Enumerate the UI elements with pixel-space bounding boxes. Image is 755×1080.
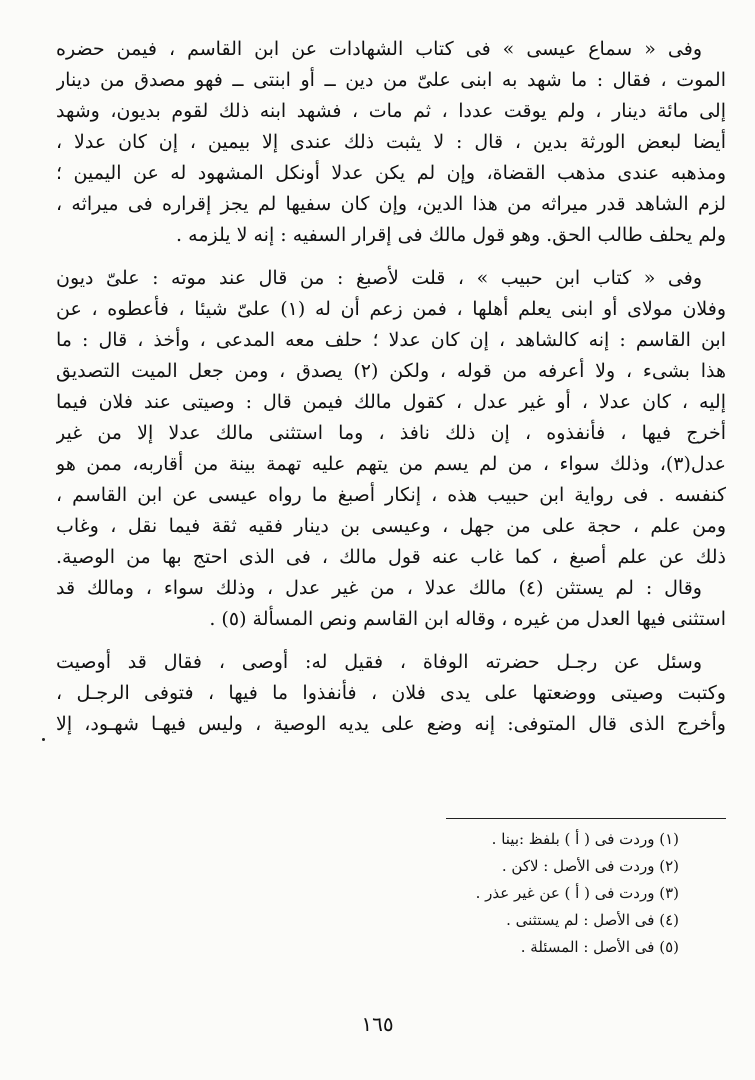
- text-line: وفى « كتاب ابن حبيب » ، قلت لأصبغ : من قال عند موته : علىّ ديون: [56, 267, 702, 289]
- paragraph-3: [56, 647, 726, 740]
- text-line: وفى « سماع عيسى » فى كتاب الشهادات عن ابن القاسم ، فيمن حضره: [56, 38, 702, 60]
- stray-dot: [42, 738, 45, 741]
- text-line: الموت ، فقال : ما شهد به ابنى علىّ من دين ــ أو ابنتى ــ فهو مصدق من دينار: [56, 69, 726, 91]
- text-line: وسئل عن رجـل حضرته الوفاة ، فقيل له: أوصى ، فقال قد أوصيت: [56, 651, 702, 673]
- text-line: ابن القاسم : إنه كالشاهد ، إن كان عدلا ؛ حلف معه المدعى ، وأخذ ، قال : ما: [56, 329, 726, 351]
- footnote-divider: [446, 818, 726, 819]
- footnote: (٤) فى الأصل : لم يستثنى .: [506, 911, 679, 929]
- text-line: استثنى فيها العدل من غيره ، وقاله ابن القاسم ونص المسألة (٥) .: [209, 608, 726, 630]
- text-line: ومن علم ، حجة على من جهل ، وعيسى بن دينار فقيه ثقة فيما نقل ، وغاب: [56, 515, 726, 537]
- footnotes: [239, 826, 679, 961]
- text-line: أيضا لبعض الورثة بدين ، قال : لا يثبت ذلك عندى إلا بيمين ، إن كان عدلا ،: [56, 131, 726, 153]
- paragraph-2: [56, 263, 726, 635]
- text-line: كنفسه . فى رواية ابن حبيب هذه ، إنكار أصبغ ما رواه عيسى عن ابن القاسم ،: [56, 484, 726, 506]
- page-number: ١٦٥: [361, 1012, 394, 1036]
- text-line: أخرج فيها ، فأنفذوه ، إن ذلك نافذ ، وما استثنى مالك عدلا إلا من غير: [56, 422, 726, 444]
- text-line: لزم الشاهد قدر ميراثه من هذا الدين، وإن كان سفيها لم يجز إقراره فى ميراثه ،: [56, 193, 726, 215]
- text-line: وأخرج الذى قال المتوفى: إنه وضع على يديه الوصية ، وليس فيهـا شهـود، إلا: [56, 713, 726, 735]
- footnote: (١) وردت فى ( أ ) بلفظ :بينا .: [491, 830, 679, 848]
- text-line: ومذهبه عندى مذهب القضاة، وإن لم يكن عدلا أونكل المشهود له عن اليمين ؛: [56, 162, 726, 184]
- footnote: (٥) فى الأصل : المسئلة .: [520, 938, 679, 956]
- text-line: وكتبت وصيتى ووضعتها على يدى فلان ، فأنفذوا ما فيها ، فتوفى الرجـل ،: [56, 682, 726, 704]
- paragraph-1: [56, 34, 726, 251]
- footnote: (٢) وردت فى الأصل : لاكن .: [501, 857, 679, 875]
- text-line: وقال : لم يستثن (٤) مالك عدلا ، من غير عدل ، وذلك سواء ، ومالك قد: [56, 577, 702, 599]
- page-body: [56, 34, 726, 752]
- text-line: ولم يحلف طالب الحق. وهو قول مالك فى إقرار السفيه : إنه لا يلزمه .: [176, 224, 726, 246]
- text-line: ذلك عن علم أصبغ ، كما غاب عنه قول مالك ، فى الذى احتج بها من الوصية.: [56, 546, 726, 568]
- text-line: إليه ، كان عدلا ، أو غير عدل ، كقول مالك فيمن قال : وصيتى عند فلان فيما: [56, 391, 726, 413]
- text-line: وفلان مولاى أو ابنى يعلم أهلها ، فمن زعم أن له (١) علىّ شيئا ، فأعطوه ، عن: [56, 298, 726, 320]
- text-line: عدل(٣)، وذلك سواء ، من لم يسم من يتهم عليه تهمة بينة من أقاربه، ممن هو: [56, 453, 726, 475]
- footnote: (٣) وردت فى ( أ ) عن غير عذر .: [475, 884, 679, 902]
- text-line: هذا بشىء ، ولا أعرفه من قوله ، ولكن (٢) يصدق ، ومن جعل الميت التصديق: [56, 360, 726, 382]
- text-line: إلى مائة دينار ، ولم يوقت عددا ، ثم مات ، فشهد ابنه ذلك لقوم بديون، وشهد: [56, 100, 726, 122]
